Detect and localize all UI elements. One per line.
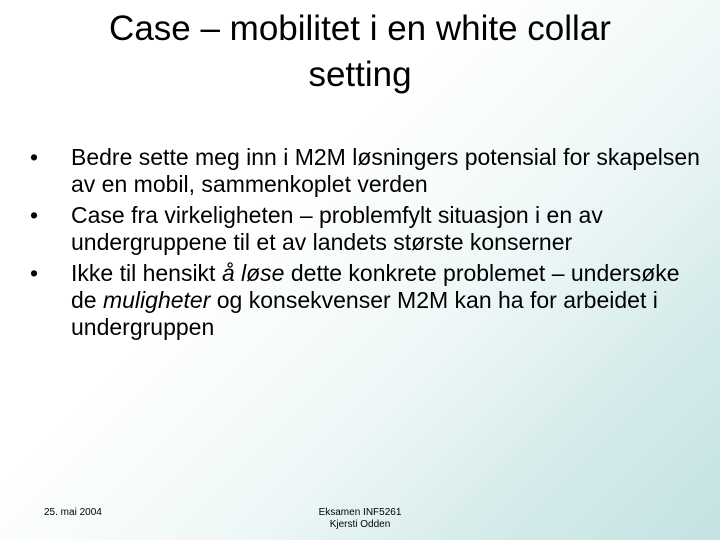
bullet-text-3b: dette konkrete problemet – undersøke de <box>71 260 680 313</box>
bullet-marker: • <box>30 260 39 286</box>
bullet-item-1 <box>30 144 700 198</box>
slide-title-line2: setting <box>308 55 412 94</box>
bullet-item-2 <box>30 202 700 256</box>
bullet-item-3 <box>30 260 700 341</box>
bullet-text-3c: og konsekvenser M2M kan ha for arbeidet i undergruppen <box>71 287 658 340</box>
bullet-emphasis-aa-lose: å løse <box>221 260 285 286</box>
slide-title-line1: Case – mobilitet i en white collar <box>109 9 611 48</box>
footer-author: Kjersti Odden <box>329 519 391 530</box>
bullet-text-1: Bedre sette meg inn i M2M løsningers potensial for skapelsen av en mobil, sammenkoplet verden <box>71 144 700 197</box>
bullet-text-3a: Ikke til hensikt <box>71 260 222 286</box>
bullet-list <box>30 144 700 345</box>
bullet-text-2: Case fra virkeligheten – problemfylt situasjon i en av undergruppene til et av landets største konserner <box>71 202 603 255</box>
bullet-emphasis-muligheter: muligheter <box>102 287 211 313</box>
footer-date: 25. mai 2004 <box>44 507 102 518</box>
footer-course: Eksamen INF5261 <box>318 507 402 518</box>
slide-title <box>40 6 680 98</box>
footer-center <box>290 507 430 531</box>
bullet-marker: • <box>30 144 39 170</box>
bullet-marker: • <box>30 202 39 228</box>
